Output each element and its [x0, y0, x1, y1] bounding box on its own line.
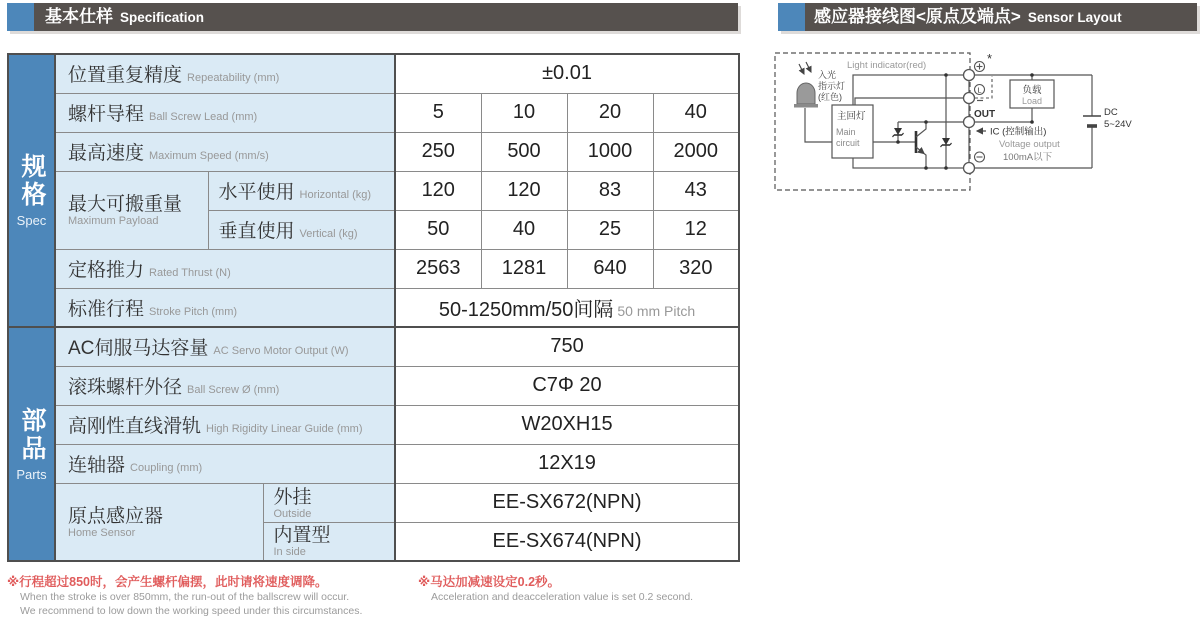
- value-vertical-4: 12: [653, 210, 739, 249]
- row-max-speed: [8, 132, 739, 171]
- label-home-outside: [263, 483, 395, 522]
- footnote-stroke-warning: [7, 574, 409, 618]
- value-vertical-2: 40: [481, 210, 567, 249]
- label-zh: 螺杆导程: [68, 104, 145, 125]
- row-payload-horizontal: [8, 171, 739, 210]
- spec-header-title-en: Specification: [120, 10, 205, 25]
- label-en: In side: [273, 546, 306, 559]
- label-zh: 滚珠螺杆外径: [68, 377, 183, 398]
- label-en: AC Servo Motor Output (W): [213, 345, 349, 358]
- current-limit-label: 100mA以下: [1003, 152, 1053, 163]
- value-thrust-4: 320: [653, 249, 739, 288]
- terminal-plus: [964, 70, 975, 81]
- label-motor: [55, 327, 395, 366]
- label-en: Stroke Pitch (mm): [149, 305, 238, 318]
- row-linear-guide: [8, 405, 739, 444]
- label-en: Outside: [273, 507, 312, 520]
- label-zh: 原点感应器: [68, 505, 164, 527]
- label-en: Maximum Payload: [68, 215, 159, 227]
- label-en: Horizontal (kg): [299, 189, 372, 201]
- value-horizontal-2: 120: [481, 171, 567, 210]
- value-guide: W20XH15: [395, 405, 739, 444]
- main-circuit-label-en1: Main: [836, 127, 856, 137]
- label-en: Home Sensor: [68, 526, 136, 539]
- value-thrust-3: 640: [567, 249, 653, 288]
- label-en: Repeatability (mm): [187, 72, 280, 85]
- out-label: OUT: [974, 109, 996, 120]
- value-thrust-2: 1281: [481, 249, 567, 288]
- footnote-gray-en-1: Acceleration and deacceleration value is set 0.2 second.: [431, 591, 694, 603]
- section-spec-en: Spec: [16, 213, 47, 228]
- label-zh: 连轴器: [68, 455, 126, 476]
- terminal-symbols: [974, 51, 996, 162]
- label-zh: 外挂: [273, 486, 312, 508]
- label-en: Ball Screw Ø (mm): [187, 384, 280, 396]
- label-zh: 定格推力: [68, 260, 145, 281]
- value-motor: 750: [395, 327, 739, 366]
- row-motor-output: [8, 327, 739, 366]
- section-parts: [8, 327, 55, 561]
- label-coupling: [55, 444, 395, 483]
- label-home-sensor: [55, 483, 263, 561]
- label-screw-dia: [55, 366, 395, 405]
- label-en: High Rigidity Linear Guide (mm): [206, 423, 363, 435]
- label-en: Maximum Speed (mm/s): [149, 150, 269, 162]
- section-parts-zh: 部品: [18, 406, 46, 463]
- section-spec-zh: 规格: [18, 153, 46, 209]
- incident-light-label-3: (红色): [818, 92, 842, 102]
- value-coupling: 12X19: [395, 444, 739, 483]
- label-zh: 最高速度: [68, 143, 145, 164]
- footnote-red-zh: ※马达加减速设定0.2秒。: [418, 575, 561, 589]
- header-accent-square: [778, 3, 805, 31]
- label-en: Rated Thrust (N): [149, 267, 231, 279]
- spec-header-text: [45, 3, 204, 31]
- spec-table: [7, 53, 740, 562]
- value-lead-3: 20: [567, 93, 653, 132]
- label-payload: [55, 171, 208, 249]
- label-zh: 内置型: [273, 525, 331, 547]
- value-lead-4: 40: [653, 93, 739, 132]
- value-repeatability: ±0.01: [395, 54, 739, 93]
- value-vertical-1: 50: [395, 210, 481, 249]
- label-en: Coupling (mm): [130, 462, 203, 474]
- sensor-header-title-en: Sensor Layout: [1027, 10, 1122, 25]
- value-lead-1: 5: [395, 93, 481, 132]
- incident-light-label-1: 入光: [818, 70, 837, 80]
- row-coupling: [8, 444, 739, 483]
- value-speed-2: 500: [481, 132, 567, 171]
- value-horizontal-3: 83: [567, 171, 653, 210]
- value-home-outside: EE-SX672(NPN): [395, 483, 739, 522]
- incident-light-label-2: 指示灯: [818, 81, 846, 91]
- row-rated-thrust: [8, 249, 739, 288]
- label-en: Ball Screw Lead (mm): [149, 111, 258, 123]
- zener-diode-1: [893, 122, 904, 144]
- value-lead-2: 10: [481, 93, 567, 132]
- load-label-en: Load: [1021, 96, 1043, 106]
- sensor-section-header: [778, 3, 1197, 31]
- main-circuit-label-zh: 主回灯: [837, 111, 866, 122]
- value-stroke: [395, 288, 739, 327]
- row-stroke-pitch: [8, 288, 739, 327]
- light-indicator-label: Light indicator(red): [847, 60, 927, 71]
- value-screw-dia: C7Φ 20: [395, 366, 739, 405]
- ic-output-label: IC (控制输出): [990, 126, 1047, 138]
- dc-voltage-label: 5~24V: [1104, 119, 1132, 130]
- l-symbol-letter: L: [977, 85, 982, 95]
- label-home-inside: [263, 522, 395, 561]
- label-zh: 水平使用: [218, 182, 295, 203]
- spec-section-header: [7, 3, 738, 31]
- label-payload-horizontal: [208, 171, 395, 210]
- sensor-wiring-diagram: [770, 45, 1200, 205]
- footnote-gray-en-2: We recommend to low down the working speed under this circumstances.: [20, 605, 363, 617]
- value-speed-3: 1000: [567, 132, 653, 171]
- label-stroke: [55, 288, 395, 327]
- value-thrust-1: 2563: [395, 249, 481, 288]
- label-repeatability: [55, 54, 395, 93]
- value-horizontal-4: 43: [653, 171, 739, 210]
- row-ball-screw-diameter: [8, 366, 739, 405]
- section-spec: [8, 54, 55, 327]
- load-label-zh: 负载: [1022, 85, 1042, 96]
- value-speed-1: 250: [395, 132, 481, 171]
- terminal-out: [964, 117, 975, 128]
- sensor-header-title-zh: 感应器接线图<原点及端点>: [814, 7, 1021, 26]
- sensor-header-text: [814, 3, 1122, 31]
- label-zh: 标准行程: [68, 298, 145, 320]
- value-stroke-sub: 50 mm Pitch: [617, 302, 696, 319]
- label-zh: AC伺服马达容量: [68, 338, 209, 360]
- dc-label: DC: [1104, 107, 1118, 118]
- main-circuit-label-en2: circuit: [836, 138, 860, 148]
- terminal-minus: [964, 163, 975, 174]
- label-zh: 位置重复精度: [68, 65, 183, 87]
- row-repeatability: [8, 54, 739, 93]
- value-horizontal-1: 120: [395, 171, 481, 210]
- label-zh: 高刚性直线滑轨: [68, 416, 202, 437]
- footnote-acceleration: [418, 574, 748, 604]
- row-ball-screw-lead: [8, 93, 739, 132]
- label-en: Vertical (kg): [299, 228, 358, 240]
- footnote-red-zh: ※行程超过850时，会产生螺杆偏摆，此时请将速度调降。: [7, 575, 328, 589]
- label-guide: [55, 405, 395, 444]
- label-thrust: [55, 249, 395, 288]
- value-vertical-3: 25: [567, 210, 653, 249]
- label-speed: [55, 132, 395, 171]
- value-speed-4: 2000: [653, 132, 739, 171]
- terminal-l: [964, 93, 975, 104]
- voltage-output-label: Voltage output: [999, 139, 1060, 150]
- section-parts-en: Parts: [16, 466, 47, 482]
- asterisk-mark: *: [987, 51, 993, 66]
- value-home-inside: EE-SX674(NPN): [395, 522, 739, 561]
- battery-icon: [1083, 116, 1101, 126]
- label-payload-vertical: [208, 210, 395, 249]
- footnote-gray-en-1: When the stroke is over 850mm, the run-out of the ballscrew will occur.: [20, 591, 350, 603]
- row-home-sensor-outside: [8, 483, 739, 522]
- spec-header-title-zh: 基本仕样: [45, 7, 113, 26]
- label-zh: 垂直使用: [218, 221, 295, 242]
- load-box: [1010, 73, 1054, 124]
- header-accent-square: [7, 3, 34, 31]
- label-lead: [55, 93, 395, 132]
- value-stroke-main: 50-1250mm/50间隔: [438, 298, 614, 321]
- transistor-icon: [916, 120, 928, 170]
- label-zh: 最大可搬重量: [68, 194, 183, 215]
